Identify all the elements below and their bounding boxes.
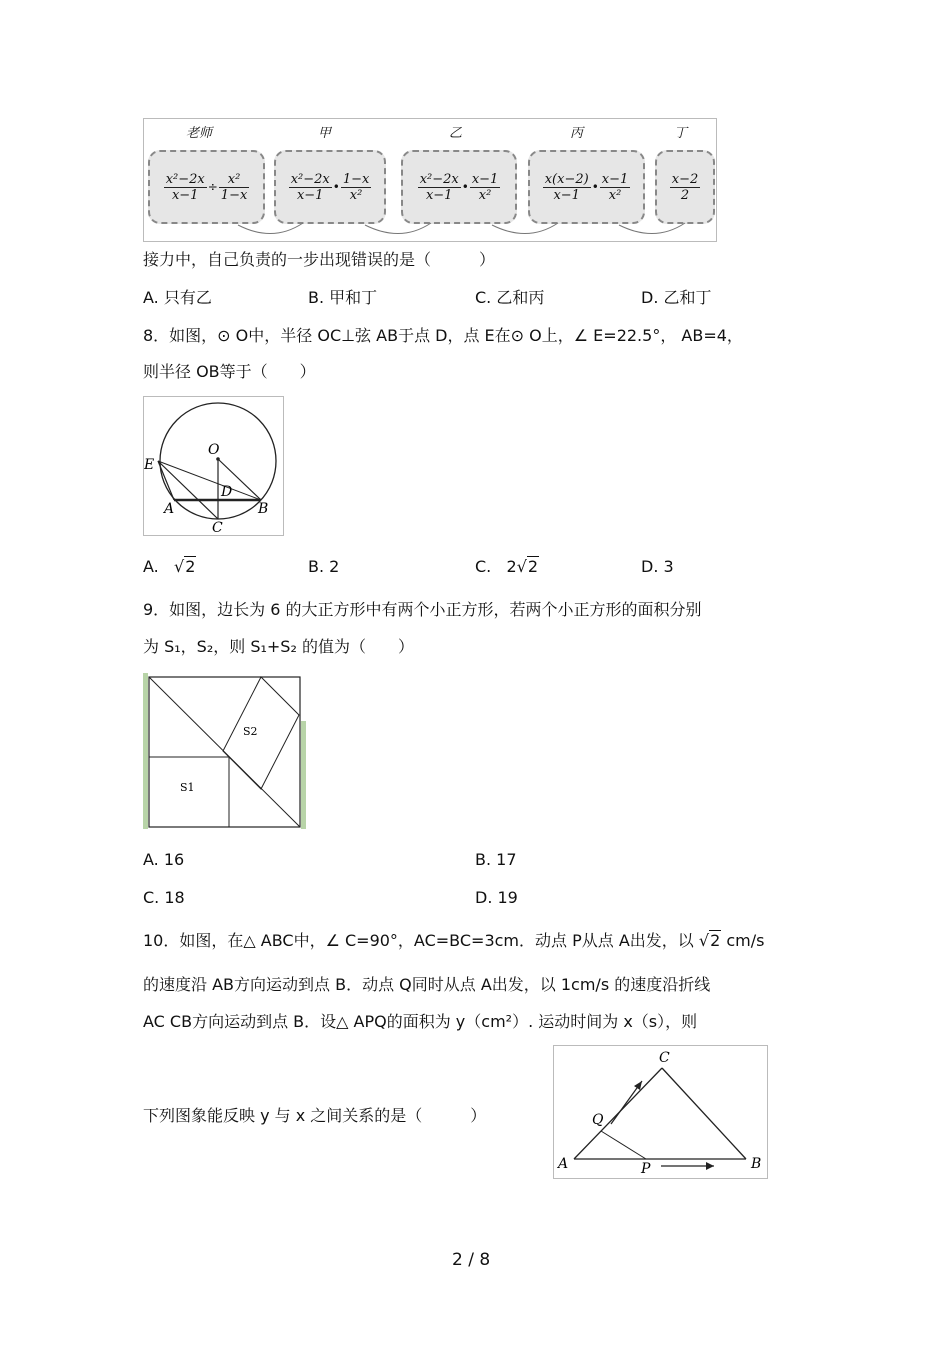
- label-E: E: [144, 457, 155, 473]
- q10-speed-radicand: 2: [710, 931, 721, 950]
- q10-speed-unit: cm/s: [726, 931, 765, 950]
- numerator: x²−2x: [290, 171, 330, 187]
- denominator: x−1: [171, 187, 199, 203]
- q8-line2: 则半径 OB等于（ ）: [143, 362, 316, 381]
- operator: ÷: [207, 180, 218, 194]
- numerator: x(x−2): [544, 171, 589, 187]
- label-C: C: [659, 1050, 670, 1066]
- denominator: x²: [349, 187, 363, 203]
- page-number: 2 / 8: [452, 1250, 491, 1270]
- q7-option-d: D. 乙和丁: [641, 288, 712, 307]
- label-S1: S1: [180, 781, 195, 794]
- q10-line2: 的速度沿 AB方向运动到点 B．动点 Q同时从点 A出发，以 1cm/s 的速度沿折线: [143, 975, 711, 994]
- q8-option-c-label: C.: [475, 557, 492, 576]
- q8-option-a-label: A.: [143, 557, 159, 576]
- q10-line3: AC CB方向运动到点 B．设△ APQ的面积为 y（cm²）. 运动时间为 x（s），则: [143, 1012, 698, 1031]
- q10-line1: 10．如图，在△ ABC中，∠ C=90°，AC=BC=3cm．动点 P从点 A出发，以 √2 cm/s: [143, 931, 765, 950]
- q7-stem: 接力中，自己负责的一步出现错误的是（ ）: [143, 250, 496, 269]
- operator: •: [332, 180, 340, 194]
- q8-option-c-coef: 2: [506, 557, 517, 576]
- operator: •: [591, 180, 599, 194]
- q7-option-c: C. 乙和丙: [475, 288, 545, 307]
- numerator: 1−x: [342, 171, 370, 187]
- denominator: x−1: [296, 187, 324, 203]
- operator: •: [461, 180, 469, 194]
- label-Q: Q: [592, 1112, 604, 1128]
- denominator: x²: [608, 187, 622, 203]
- label-O: O: [208, 442, 220, 458]
- label-C: C: [212, 520, 223, 535]
- q10-line1-text: 10．如图，在△ ABC中，∠ C=90°，AC=BC=3cm．动点 P从点 A出发，以: [143, 931, 694, 950]
- numerator: x²: [219, 172, 250, 188]
- relay-arrows: [143, 118, 715, 240]
- q8-option-d: D. 3: [641, 557, 674, 576]
- q8-option-a: A. √2: [143, 557, 196, 576]
- q9-option-a: A. 16: [143, 850, 185, 869]
- q8-option-b: B. 2: [308, 557, 340, 576]
- label-P: P: [641, 1161, 651, 1177]
- q10-triangle-figure: [553, 1045, 768, 1179]
- q9-line1: 9．如图，边长为 6 的大正方形中有两个小正方形，若两个小正方形的面积分别: [143, 600, 702, 619]
- relay-header-jia: 甲: [318, 126, 332, 141]
- relay-header-bing: 丙: [570, 126, 584, 141]
- q9-option-c: C. 18: [143, 888, 185, 907]
- label-D: D: [221, 484, 233, 500]
- numerator: x−2: [671, 171, 699, 187]
- q9-option-d: D. 19: [475, 888, 518, 907]
- q8-line1: 8．如图，⊙ O中，半径 OC⊥弦 AB于点 D，点 E在⊙ O上，∠ E=22.5°， AB=4，: [143, 326, 743, 345]
- q8-option-a-radicand: 2: [185, 557, 196, 576]
- numerator: x−1: [471, 171, 499, 187]
- q9-option-b: B. 17: [475, 850, 517, 869]
- relay-header-teacher: 老师: [186, 126, 213, 141]
- q7-option-a: A. 只有乙: [143, 288, 212, 307]
- q10-line4: 下列图象能反映 y 与 x 之间关系的是（ ）: [143, 1106, 487, 1125]
- relay-header-yi: 乙: [449, 126, 463, 141]
- q8-circle-figure: [143, 396, 284, 536]
- q9-line2: 为 S₁，S₂，则 S₁+S₂ 的值为（ ）: [143, 637, 414, 656]
- label-A: A: [558, 1156, 569, 1172]
- q9-squares-figure: [143, 673, 306, 829]
- denominator: x²: [478, 187, 492, 203]
- q8-option-c-radicand: 2: [527, 557, 539, 576]
- label-B: B: [751, 1156, 762, 1172]
- denominator: 1−x: [220, 187, 248, 203]
- q8-option-c: C. 2√2: [475, 557, 539, 576]
- q7-option-b: B. 甲和丁: [308, 288, 378, 307]
- denominator: 2: [680, 187, 690, 203]
- numerator: x²−2x: [165, 171, 205, 187]
- denominator: x−1: [553, 187, 580, 203]
- relay-header-ding: 丁: [674, 126, 688, 141]
- label-B: B: [258, 501, 269, 517]
- numerator: x−1: [601, 171, 629, 187]
- label-S2: S2: [243, 725, 258, 738]
- denominator: x−1: [425, 187, 453, 203]
- label-A: A: [164, 501, 175, 517]
- numerator: x²−2x: [419, 171, 459, 187]
